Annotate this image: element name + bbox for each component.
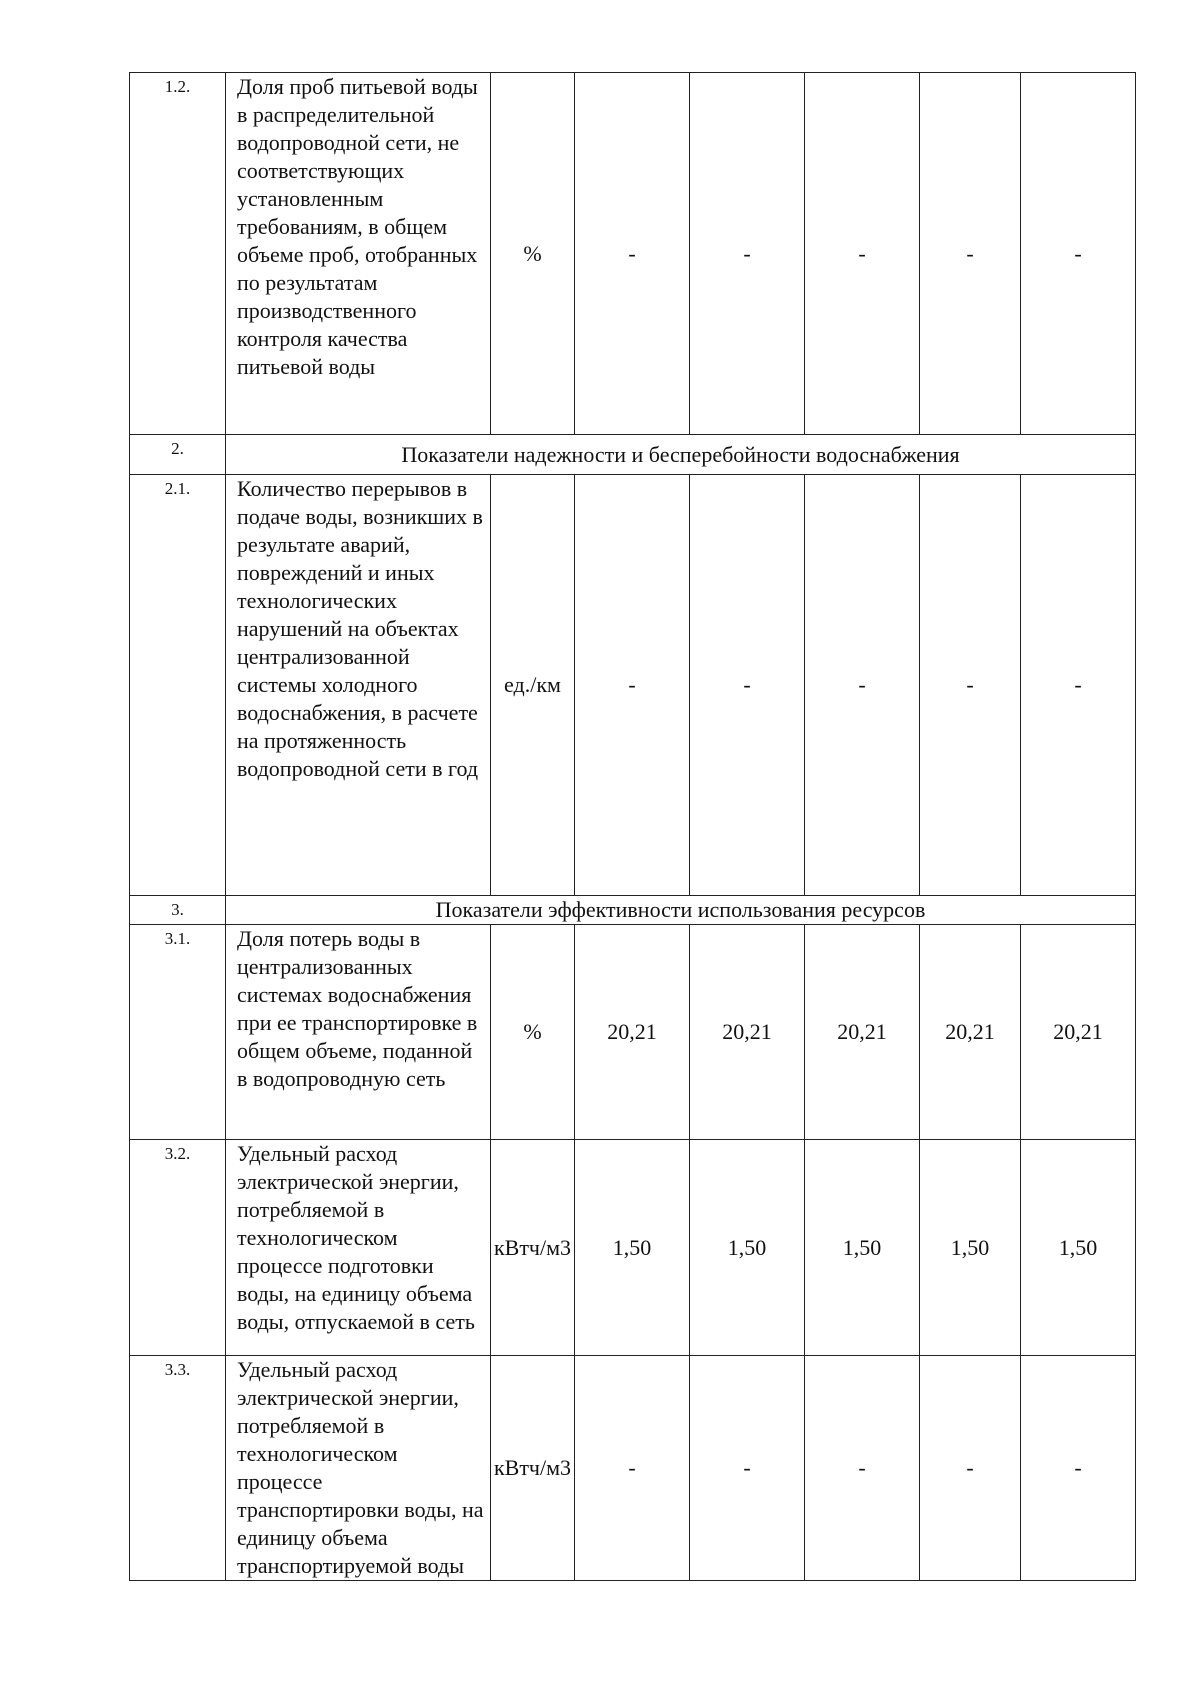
table-row xyxy=(130,73,1136,435)
value-cell: - xyxy=(920,73,1021,435)
section-row xyxy=(130,435,1136,475)
value-cell: - xyxy=(1021,73,1136,435)
unit-cell: % xyxy=(491,925,575,1140)
value-cell: 1,50 xyxy=(575,1140,690,1356)
value-cell: - xyxy=(805,73,920,435)
value-cell: 20,21 xyxy=(920,925,1021,1140)
value-cell: - xyxy=(575,73,690,435)
value-cell: - xyxy=(805,1356,920,1581)
section-row xyxy=(130,896,1136,925)
value-cell: - xyxy=(1021,475,1136,896)
value-cell: - xyxy=(575,475,690,896)
section-title: Показатели эффективности использования ресурсов xyxy=(226,896,1136,925)
section-number: 2. xyxy=(130,435,226,475)
value-cell: - xyxy=(1021,1356,1136,1581)
indicator-description: Доля проб питьевой воды в распределительной водопроводной сети, не соответствующих установленным требованиям, в общем объеме проб, отобранных по результатам производственного контроля качества питьевой воды xyxy=(226,73,491,435)
value-cell: 20,21 xyxy=(690,925,805,1140)
row-number: 3.3. xyxy=(130,1356,226,1581)
section-title: Показатели надежности и бесперебойности водоснабжения xyxy=(226,435,1136,475)
row-number: 3.2. xyxy=(130,1140,226,1356)
unit-cell: ед./км xyxy=(491,475,575,896)
value-cell: 1,50 xyxy=(690,1140,805,1356)
indicator-description: Удельный расход электрической энергии, потребляемой в технологическом процессе подготовки воды, на единицу объема воды, отпускаемой в сеть xyxy=(226,1140,491,1356)
value-cell: - xyxy=(690,1356,805,1581)
value-cell: - xyxy=(920,475,1021,896)
row-number: 1.2. xyxy=(130,73,226,435)
section-number: 3. xyxy=(130,896,226,925)
value-cell: 20,21 xyxy=(575,925,690,1140)
unit-cell: % xyxy=(491,73,575,435)
value-cell: 1,50 xyxy=(805,1140,920,1356)
indicator-description: Количество перерывов в подаче воды, возникших в результате аварий, повреждений и иных технологических нарушений на объектах централизованной системы холодного водоснабжения, в расчете на протяженность водопроводной сети в год xyxy=(226,475,491,896)
table-row xyxy=(130,925,1136,1140)
value-cell: - xyxy=(575,1356,690,1581)
value-cell: 1,50 xyxy=(920,1140,1021,1356)
table-row xyxy=(130,1356,1136,1581)
value-cell: 20,21 xyxy=(1021,925,1136,1140)
indicator-description: Удельный расход электрической энергии, потребляемой в технологическом процессе транспортировки воды, на единицу объема транспортируемой воды xyxy=(226,1356,491,1581)
value-cell: 20,21 xyxy=(805,925,920,1140)
unit-cell: кВтч/м3 xyxy=(491,1356,575,1581)
value-cell: - xyxy=(690,475,805,896)
unit-cell: кВтч/м3 xyxy=(491,1140,575,1356)
row-number: 3.1. xyxy=(130,925,226,1140)
indicators-table xyxy=(129,72,1136,1581)
table-row xyxy=(130,1140,1136,1356)
value-cell: - xyxy=(805,475,920,896)
value-cell: - xyxy=(920,1356,1021,1581)
indicator-description: Доля потерь воды в централизованных системах водоснабжения при ее транспортировке в общем объеме, поданной в водопроводную сеть xyxy=(226,925,491,1140)
value-cell: 1,50 xyxy=(1021,1140,1136,1356)
row-number: 2.1. xyxy=(130,475,226,896)
table-row xyxy=(130,475,1136,896)
value-cell: - xyxy=(690,73,805,435)
